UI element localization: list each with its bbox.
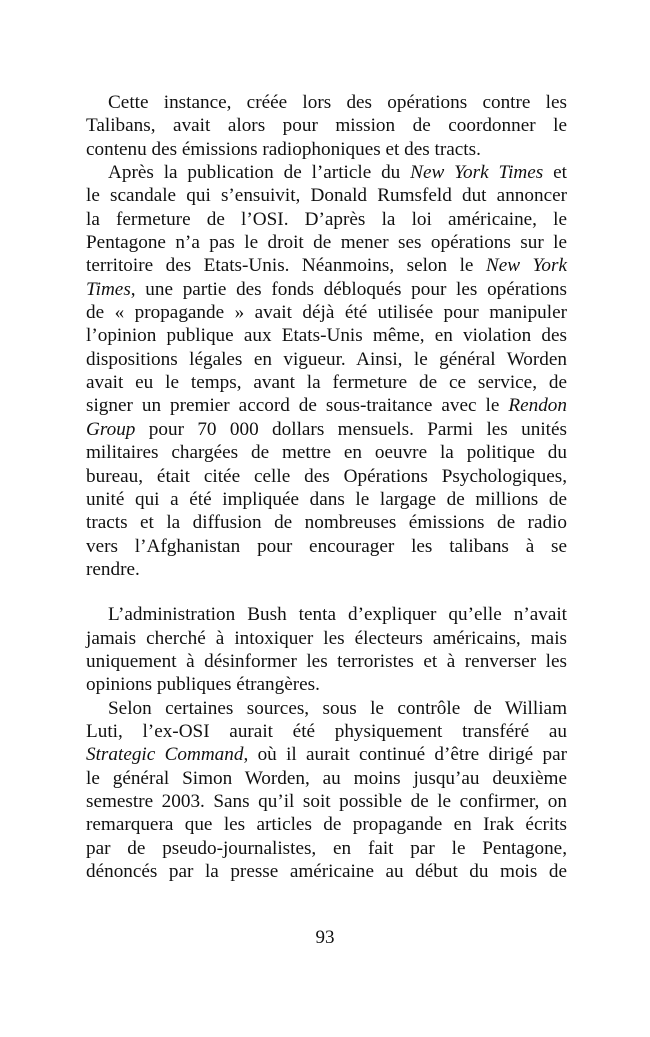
text-run: Après la publication de l’article du [108,162,411,184]
text-run: Talibans, avait alors pour mission de coordonner le [86,115,567,137]
text-line [86,535,567,558]
text-run: signer un premier accord de sous-traitance avec le [86,395,509,417]
paragraph-gap [86,581,567,603]
text-line [86,371,567,394]
text-line [86,441,567,464]
text-line [86,720,567,743]
body-text [86,91,567,883]
text-line [86,673,567,696]
text-run: uniquement à désinformer les terroristes et à renverser les [86,650,567,672]
italic-title: Group [86,418,136,440]
text-line [86,558,567,581]
text-run: bureau, était citée celle des Opérations Psychologiques, [86,465,567,487]
italic-title: Times [86,278,131,300]
text-line [86,208,567,231]
text-run: militaires chargées de mettre en oeuvre la politique du [86,442,567,464]
text-line [86,790,567,813]
text-line [86,697,567,720]
text-run: contenu des émissions radiophoniques et des tracts. [86,138,481,160]
text-run: rendre. [86,558,140,580]
italic-title: Rendon [508,395,567,417]
text-run: semestre 2003. Sans qu’il soit possible de le confirmer, on [86,790,567,812]
text-line [86,418,567,441]
text-run: , où il aurait continué d’être dirigé par [243,744,567,766]
text-run: et [543,162,567,184]
text-line [86,254,567,277]
text-run: Cette instance, créée lors des opérations contre les [108,92,567,113]
text-run: de « propagande » avait déjà été utilisée pour manipuler [86,302,567,324]
text-run: dénoncés par la presse américaine au début du mois de [86,861,567,882]
text-line [86,138,567,161]
text-line [86,465,567,488]
text-run: , une partie des fonds débloqués pour les opérations [130,278,567,300]
text-run: opinions publiques étrangères. [86,674,320,696]
text-run: le général Simon Worden, au moins jusqu’au deuxième [86,767,567,789]
text-line [86,231,567,254]
text-line [86,301,567,324]
text-run: Luti, l’ex-OSI aurait été physiquement transféré au [86,720,567,742]
text-run: remarquera que les articles de propagande en Irak écrits [86,814,567,836]
text-line [86,184,567,207]
text-run: par de pseudo-journalistes, en fait par le Pentagone, [86,837,567,859]
text-line [86,488,567,511]
text-run: unité qui a été impliquée dans le largage de millions de [86,488,567,510]
text-run: jamais cherché à intoxiquer les électeurs américains, mais [86,627,567,649]
text-line [86,324,567,347]
text-run: Pentagone n’a pas le droit de mener ses opérations sur le [86,232,567,254]
text-run: territoire des Etats-Unis. Néanmoins, selon le [86,255,486,277]
text-line [86,161,567,184]
text-run: vers l’Afghanistan pour encourager les talibans à se [86,535,567,557]
text-run: pour 70 000 dollars mensuels. Parmi les unités [135,418,567,440]
text-run: Selon certaines sources, sous le contrôle de William [108,697,567,719]
text-line [86,860,567,883]
text-run: tracts et la diffusion de nombreuses émissions de radio [86,512,567,534]
text-line [86,114,567,137]
text-run: le scandale qui s’ensuivit, Donald Rumsfeld dut annoncer [86,185,567,207]
text-line [86,603,567,626]
text-line [86,348,567,371]
text-line [86,650,567,673]
text-line [86,394,567,417]
text-line [86,837,567,860]
text-line [86,767,567,790]
text-run: avait eu le temps, avant la fermeture de ce service, de [86,372,567,394]
text-line [86,278,567,301]
text-run: L’administration Bush tenta d’expliquer qu’elle n’avait [108,604,567,626]
text-line [86,813,567,836]
italic-title: Strategic Command [86,744,244,766]
text-line [86,743,567,766]
text-run: dispositions légales en vigueur. Ainsi, le général Worden [86,348,567,370]
text-line [86,511,567,534]
text-run: l’opinion publique aux Etats-Unis même, en violation des [86,325,567,347]
text-run: la fermeture de l’OSI. D’après la loi américaine, le [86,208,567,230]
italic-title: New York [485,255,567,277]
italic-title: New York Times [410,162,544,184]
page-number: 93 [315,927,335,948]
text-line [86,627,567,650]
text-line [86,91,567,114]
